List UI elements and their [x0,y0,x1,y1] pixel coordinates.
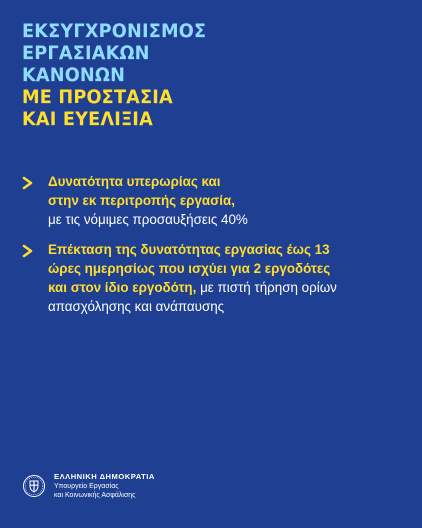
bullet-highlight: στην εκ περιτροπής εργασία, [48,193,235,208]
footer-text [54,472,155,500]
bullet-text [48,172,408,229]
bullet-extension [22,240,408,316]
bullet-text [48,240,408,316]
headline-line-2: ΕΡΓΑΣΙΑΚΩΝ [22,42,150,64]
bullet-plain: απασχόλησης και ανάπαυσης [48,299,225,314]
bullet-highlight: και στον ίδιο εργοδότη, [48,280,197,295]
org-name: ΕΛΛΗΝΙΚΗ ΔΗΜΟΚΡΑΤΙΑ [54,472,155,481]
footer [22,472,155,500]
headline-line-5: ΚΑΙ ΕΥΕΛΙΞΙΑ [22,108,153,130]
ministry-name: Υπουργείο Εργασίας [54,483,119,490]
bullet-plain: με πιστή τήρηση ορίων [200,280,337,295]
headline-line-4: ΜΕ ΠΡΟΣΤΑΣΙΑ [22,86,173,108]
headline-line-1: ΕΚΣΥΓΧΡΟΝΙΣΜΟΣ [22,20,207,42]
bullet-plain: με τις νόμιμες προσαυξήσεις 40% [48,212,248,227]
chevron-right-icon [22,176,36,229]
bullet-highlight: Επέκταση της δυνατότητας εργασίας έως 13 [48,242,330,257]
headline-line-3: ΚΑΝΟΝΩΝ [22,64,126,86]
bullet-overtime [22,172,408,229]
bullet-highlight: Δυνατότητα υπερωρίας και [48,174,221,189]
headline [22,20,220,130]
bullet-highlight: ώρες ημερησίως που ισχύει για 2 εργοδότες [48,261,331,276]
chevron-right-icon [22,244,36,316]
ministry-name: και Κοινωνικής Ασφάλισης [54,492,136,499]
greek-coat-of-arms-icon [22,474,46,498]
